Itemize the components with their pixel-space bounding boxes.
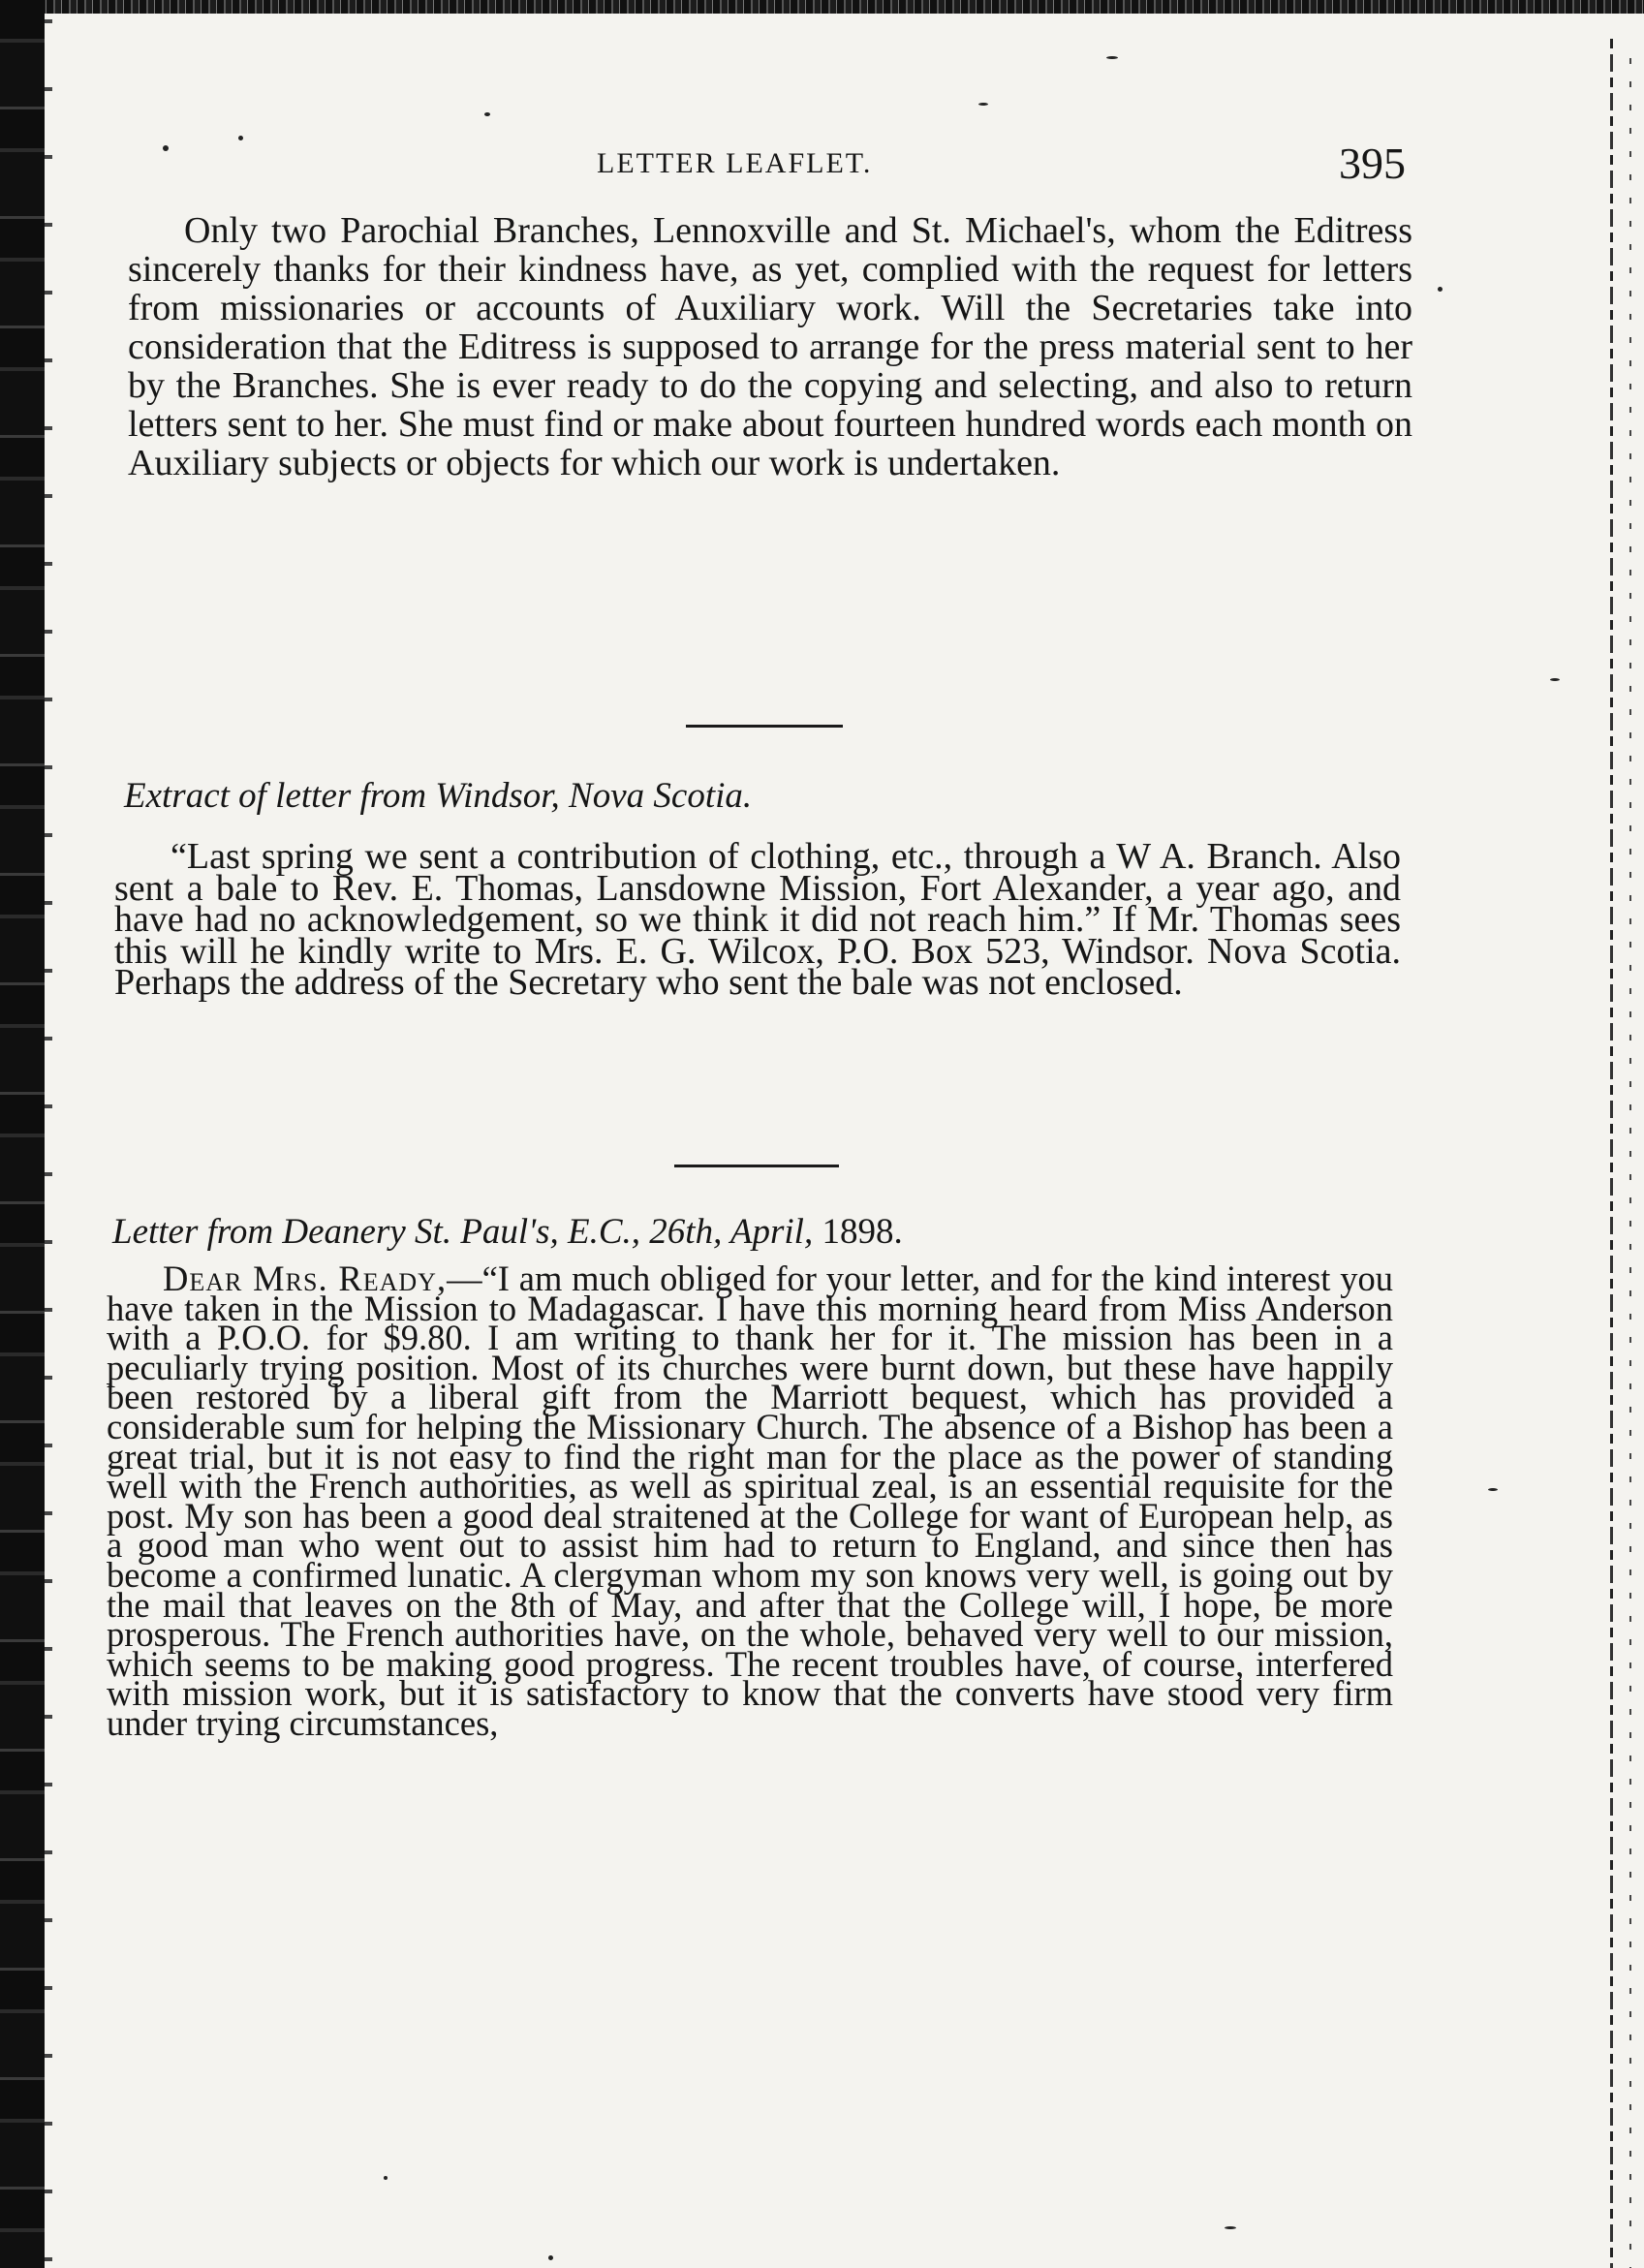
section-heading: Extract of letter from Windsor, Nova Scotia.: [124, 776, 753, 816]
scan-speck: [238, 136, 243, 140]
section-divider: [674, 1165, 839, 1167]
scan-speck: [1225, 2226, 1236, 2229]
scan-binding-edge: [0, 0, 45, 2268]
scan-speck: [484, 112, 490, 116]
scan-top-edge: [0, 0, 1644, 14]
page-number: 395: [1339, 139, 1406, 188]
scan-speck: [1550, 678, 1560, 681]
scan-right-edge: [1610, 39, 1613, 2268]
scan-right-edge-faint: [1629, 58, 1631, 2268]
paragraph-text: “Last spring we sent a contribution of clothing, etc., through a W A. Branch. Also sent a bale to Rev. E. Thomas, Lansdowne Mission, Fort Alexander, a year ago, and have had no acknowledgement, so we think it did not reach him.” If Mr. Thomas sees this will he kindly write to Mrs. E. G. Wilcox, P.O. Box 523, Windsor. Nova Scotia. Perhaps the address of the Secretary who sent the bale was not enclosed.: [114, 836, 1401, 1003]
scan-speck: [978, 103, 988, 106]
section-paragraph: [128, 211, 1412, 482]
heading-text: Letter from Deanery St. Paul's, E.C., 26th, April,: [112, 1212, 814, 1252]
scan-speck: [1106, 56, 1118, 59]
scan-speck: [1488, 1488, 1498, 1491]
heading-year: 1898.: [822, 1212, 903, 1252]
paragraph-text: Only two Parochial Branches, Lennoxville and St. Michael's, whom the Editress sincerely thanks for their kindness have, as yet, complied with the request for letters from missionaries or accounts of Auxiliary work. Will the Secretaries take into consideration that the Editress is supposed to arrange for the press material sent to her by the Branches. She is ever ready to do the copying and selecting, and also to return letters sent to her. She must find or make about fourteen hundred words each month on Auxiliary subjects or objects for which our work is undertaken.: [128, 210, 1412, 483]
section-divider: [686, 725, 843, 728]
salutation: Dear Mrs. Ready,: [163, 1258, 448, 1298]
page-header: [0, 139, 1644, 202]
section-heading: [112, 1211, 903, 1253]
running-title: LETTER LEAFLET.: [597, 147, 873, 179]
scan-speck: [1438, 287, 1442, 292]
scan-speck: [384, 2176, 388, 2180]
section-paragraph: [114, 836, 1401, 1003]
paragraph-text: —“I am much obliged for your letter, and for the kind interest you have taken in the Mission to Madagascar. I have this morning heard from Miss Anderson with a P.O.O. for $9.80. I am writing to thank her for it. The mission has been in a peculiarly trying position. Most of its churches were burnt down, but these have happily been restored by a liberal gift from the Marriott bequest, which has provided a considerable sum for helping the Missionary Church. The absence of a Bishop has been a great trial, but it is not easy to find the right man for the place as the power of standing well with the French authorities, as well as spiritual zeal, is an essential requisite for the post. My son has been a good deal straitened at the College for want of European help, as a good man who went out to assist him had to return to England, and since then has become a confirmed lunatic. A clergyman whom my son knows very well, is going out by the mail that leaves on the 8th of May, and after that the College will, I hope, be more prosperous. The French authorities have, on the whole, behaved very well to our mission, which seems to be making good progress. The recent troubles have, of course, interfered with mission work, but it is satisfactory to know that the converts have stood very firm under trying circumstances,: [107, 1258, 1393, 1743]
scan-binding-shadow: [45, 0, 52, 2268]
section-paragraph: [107, 1258, 1393, 1743]
scan-speck: [548, 2255, 553, 2260]
